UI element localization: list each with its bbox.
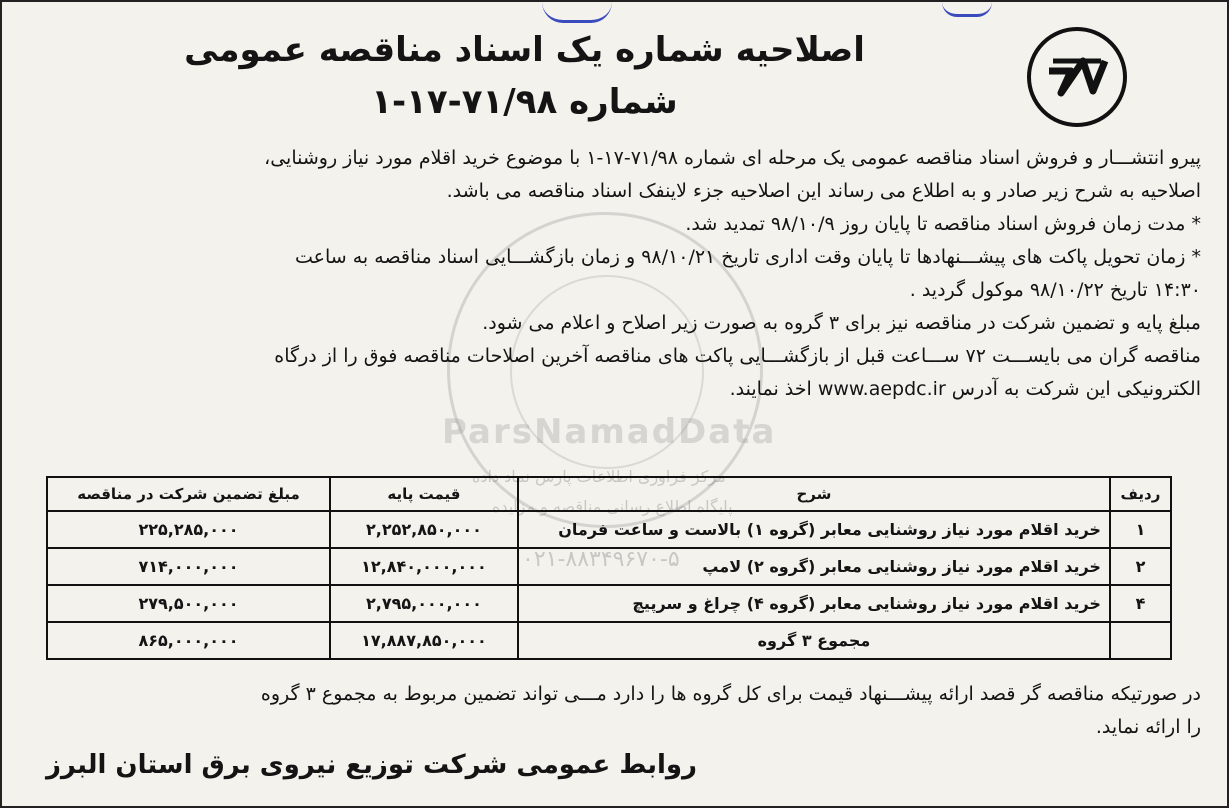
body-paragraph: اصلاحیه به شرح زیر صادر و به اطلاع می رساند این اصلاحیه جزء لاینفک اسناد مناقصه می باشد. [446, 180, 1201, 202]
row-guarantee: ۷۱۴,۰۰۰,۰۰۰ [47, 548, 330, 585]
table-row [47, 548, 1171, 585]
header-description: شرح [518, 477, 1110, 511]
watermark-line2: پایگاه اطلاع رسانی مناقصه و مزایده [492, 497, 733, 516]
total-guarantee: ۸۶۵,۰۰۰,۰۰۰ [47, 622, 330, 659]
notice-title [152, 24, 897, 128]
total-row-number [1110, 622, 1171, 659]
row-guarantee: ۲۷۹,۵۰۰,۰۰۰ [47, 585, 330, 622]
body-paragraph: * مدت زمان فروش اسناد مناقصه تا پایان روز ۹۸/۱۰/۹ تمدید شد. [685, 213, 1201, 235]
row-number: ۲ [1110, 548, 1171, 585]
total-label: مجموع ۳ گروه [518, 622, 1110, 659]
row-base-price: ۱۲,۸۴۰,۰۰۰,۰۰۰ [330, 548, 518, 585]
table-header-row [47, 477, 1171, 511]
pen-mark [942, 2, 992, 17]
table-row [47, 511, 1171, 548]
body-paragraph: مبلغ پایه و تضمین شرکت در مناقصه نیز برای ۳ گروه به صورت زیر اصلاح و اعلام می شود. [482, 312, 1201, 334]
row-description: خرید اقلام مورد نیاز روشنایی معابر (گروه ۱) بالاست و ساعت فرمان [518, 511, 1110, 548]
body-paragraph: الکترونیکی این شرکت به آدرس www.aepdc.ir اخذ نمایند. [729, 378, 1201, 400]
notice-body [30, 142, 1201, 406]
header-guarantee: مبلغ تضمین شرکت در مناقصه [47, 477, 330, 511]
total-base-price: ۱۷,۸۸۷,۸۵۰,۰۰۰ [330, 622, 518, 659]
notice-footer [30, 678, 1201, 744]
price-table [46, 476, 1172, 660]
row-description: خرید اقلام مورد نیاز روشنایی معابر (گروه ۴) چراغ و سرپیچ [518, 585, 1110, 622]
title-line-2: شماره ۷۱/۹۸-۱۷-۱ [371, 82, 678, 122]
header-row-number: ردیف [1110, 477, 1171, 511]
signature: روابط عمومی شرکت توزیع نیروی برق استان البرز [45, 750, 697, 780]
body-paragraph: پیرو انتشـــار و فروش اسناد مناقصه عمومی یک مرحله ای شماره ۷۱/۹۸-۱۷-۱ با موضوع خرید اقلام مورد نیاز روشنایی، [264, 147, 1201, 169]
electric-company-logo-icon [1027, 27, 1127, 127]
watermark-phone: ۰۲۱-۸۸۳۴۹۶۷۰-۵ [522, 547, 680, 572]
table-row [47, 585, 1171, 622]
row-number: ۱ [1110, 511, 1171, 548]
table-total-row [47, 622, 1171, 659]
footer-paragraph: در صورتیکه مناقصه گر قصد ارائه پیشـــنهاد قیمت برای کل گروه ها را دارد مـــی تواند تضمین مربوط به مجموع ۳ گروه [260, 683, 1201, 705]
row-description: خرید اقلام مورد نیاز روشنایی معابر (گروه ۲) لامپ [518, 548, 1110, 585]
header-base-price: قیمت پایه [330, 477, 518, 511]
title-line-1: اصلاحیه شماره یک اسناد مناقصه عمومی [184, 30, 865, 70]
row-number: ۴ [1110, 585, 1171, 622]
row-guarantee: ۲۲۵,۲۸۵,۰۰۰ [47, 511, 330, 548]
row-base-price: ۲,۷۹۵,۰۰۰,۰۰۰ [330, 585, 518, 622]
body-paragraph: ۱۴:۳۰ تاریخ ۹۸/۱۰/۲۲ موکول گردید . [909, 279, 1201, 301]
row-base-price: ۲,۲۵۲,۸۵۰,۰۰۰ [330, 511, 518, 548]
body-paragraph: * زمان تحویل پاکت های پیشـــنهادها تا پایان وقت اداری تاریخ ۹۸/۱۰/۲۱ و زمان بازگشـــایی اسناد مناقصه به ساعت [295, 246, 1201, 268]
watermark-line1: مرکز فراوری اطلاعات پارس نماد داده [472, 467, 726, 486]
pen-mark [542, 2, 612, 23]
footer-paragraph: را ارائه نماید. [1095, 716, 1201, 738]
body-paragraph: مناقصه گران می بایســـت ۷۲ ســـاعت قبل از بازگشـــایی پاکت های مناقصه آخرین اصلاحات مناقصه فوق را از درگاه [274, 345, 1201, 367]
watermark-text: ParsNamadData [442, 412, 777, 452]
